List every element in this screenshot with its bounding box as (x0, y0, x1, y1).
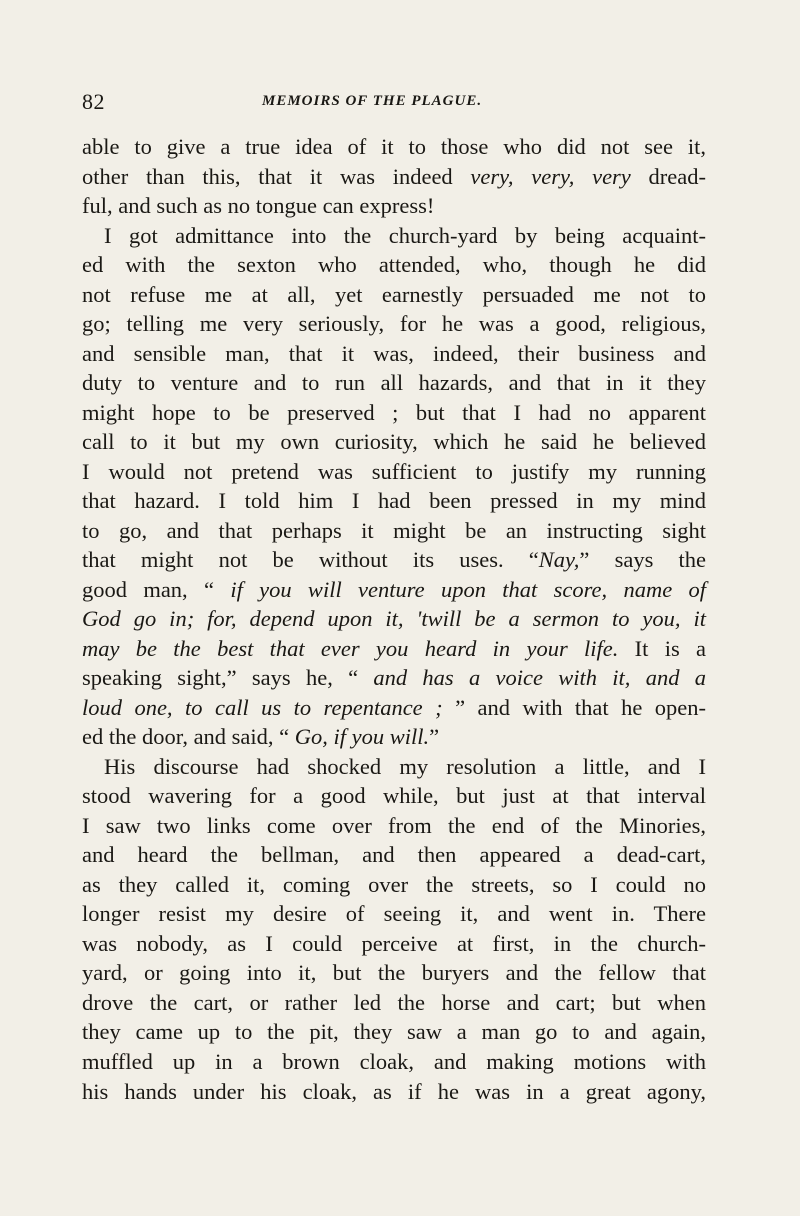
text-line (82, 575, 706, 605)
text-segment: that might not be without its uses. “ (82, 547, 539, 573)
page-number: 82 (82, 89, 105, 114)
text-line (82, 634, 706, 664)
text-segment: ed the door, and said, “ (82, 724, 295, 750)
text-line: and sensible man, that it was, indeed, their business and (82, 340, 706, 366)
text-line: call to it but my own curiosity, which he said he believed (82, 429, 706, 455)
text-line: go; telling me very seriously, for he was a good, religious, (82, 311, 706, 337)
text-segment: ” (429, 724, 440, 750)
emphasis-segment: loud one, to call us to repentance ; (82, 694, 443, 720)
text-line: longer resist my desire of seeing it, and went in. There (82, 901, 706, 927)
text-line: was nobody, as I could perceive at first, in the church- (82, 930, 706, 956)
text-line: his hands under his cloak, as if he was in a great agony, (82, 1078, 706, 1104)
emphasis-segment: Nay, (538, 547, 580, 573)
emphasis-segment: if you will venture upon that score, name of (230, 576, 706, 602)
text-line: ed with the sexton who attended, who, though he did (82, 252, 706, 278)
text-line: and heard the bellman, and then appeared a dead-cart, (82, 842, 706, 868)
text-segment: good man, “ (82, 576, 231, 602)
emphasis-segment: very, very, very (470, 163, 631, 189)
text-line: drove the cart, or rather led the horse and cart; but when (82, 989, 706, 1015)
text-line: might hope to be preserved ; but that I had no apparent (82, 399, 706, 425)
text-line: I saw two links come over from the end of the Minories, (82, 812, 706, 838)
text-segment: speaking sight,” says he, “ (82, 665, 374, 691)
text-line: able to give a true idea of it to those who did not see it, (82, 134, 706, 159)
text-line: I would not pretend was sufficient to justify my running (82, 458, 706, 484)
text-line: stood wavering for a good while, but just at that interval (82, 783, 706, 809)
text-segment: other than this, that it was indeed (82, 163, 471, 189)
text-line (82, 722, 706, 752)
body-text (82, 132, 706, 1106)
text-line: I got admittance into the church-yard by being acquaint- (104, 222, 706, 248)
text-line: as they called it, coming over the streets, so I could no (82, 871, 706, 897)
text-segment: dread- (630, 163, 706, 189)
text-line: that hazard. I told him I had been pressed in my mind (82, 488, 706, 514)
text-line: His discourse had shocked my resolution a little, and I (104, 753, 706, 779)
text-line (82, 545, 706, 575)
running-title: MEMOIRS OF THE PLAGUE. (262, 93, 483, 109)
text-line: ful, and such as no tongue can express! (82, 193, 435, 219)
emphasis-segment: may be the best that ever you heard in your life. (82, 635, 619, 661)
text-line: God go in; for, depend upon it, 'twill be a sermon to you, it (82, 606, 706, 632)
text-line: yard, or going into it, but the buryers and the fellow that (82, 960, 706, 986)
text-segment: ” says the (579, 547, 706, 573)
text-line: not refuse me at all, yet earnestly persuaded me not to (82, 281, 706, 307)
text-line: muffled up in a brown cloak, and making motions with (82, 1048, 706, 1074)
running-head (82, 89, 722, 121)
text-line (82, 663, 706, 693)
text-line (82, 693, 706, 723)
text-segment: It is a (618, 635, 706, 661)
text-line: they came up to the pit, they saw a man go to and again, (82, 1019, 706, 1045)
text-line: duty to venture and to run all hazards, and that in it they (82, 370, 706, 396)
text-line (82, 162, 706, 192)
emphasis-segment: and has a voice with it, and a (373, 665, 707, 691)
text-line: to go, and that perhaps it might be an instructing sight (82, 517, 706, 543)
emphasis-segment: Go, if you will. (294, 724, 430, 750)
text-segment: ” and with that he open- (442, 694, 706, 720)
